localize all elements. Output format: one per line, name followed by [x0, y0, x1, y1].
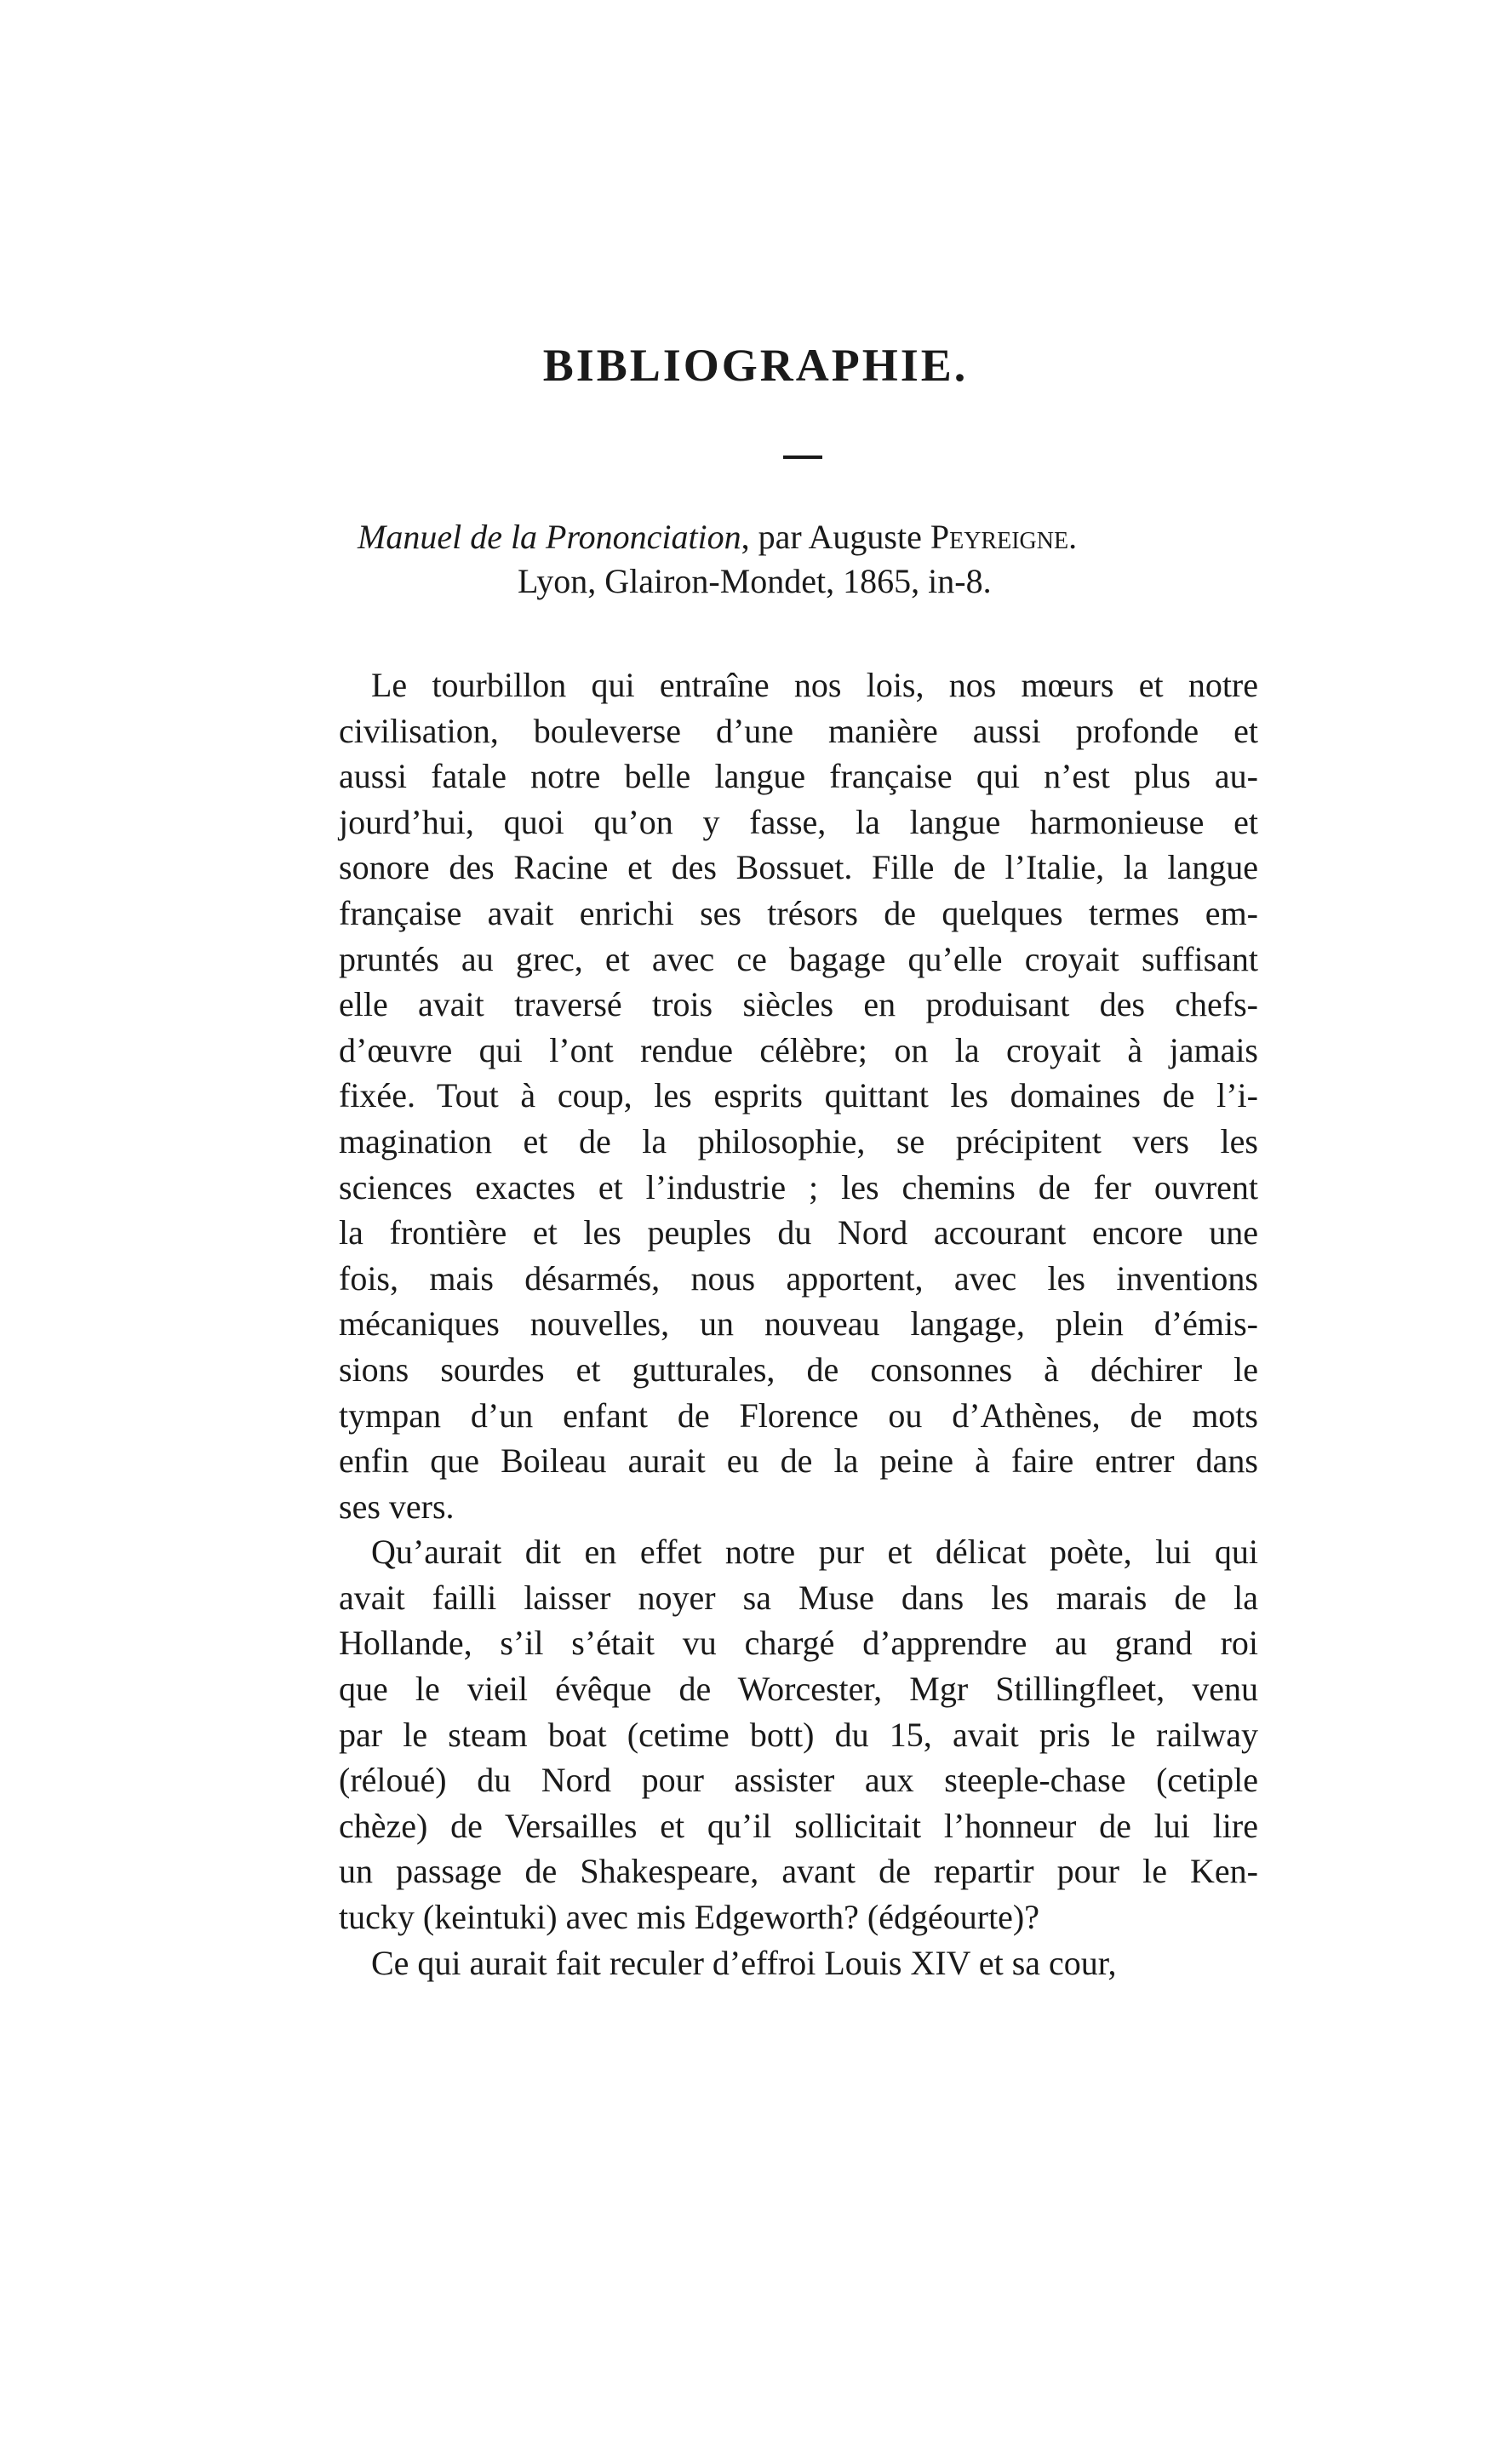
text-line: civilisation, bouleverse d’une manière aussi profonde et	[339, 711, 1258, 750]
text-line: elle avait traversé trois siècles en produisant des chefs-	[339, 985, 1258, 1024]
text-line: sions sourdes et gutturales, de consonnes à déchirer le	[339, 1349, 1258, 1389]
text-line: française avait enrichi ses trésors de quelques termes em-	[339, 893, 1258, 932]
text-line: ses vers.	[339, 1487, 455, 1526]
text-line: un passage de Shakespeare, avant de repartir pour le Ken-	[339, 1852, 1258, 1891]
paragraph	[339, 1940, 1258, 1986]
text-line: chèze) de Versailles et qu’il sollicitait l’honneur de lui lire	[339, 1806, 1258, 1845]
text-line: (réloué) du Nord pour assister aux steeple-chase (cetiple	[339, 1761, 1258, 1800]
text-line: par le steam boat (cetime bott) du 15, avait pris le railway	[339, 1715, 1258, 1754]
text-line: la frontière et les peuples du Nord accourant encore une	[339, 1213, 1258, 1252]
text-line: tucky (keintuki) avec mis Edgeworth? (édgéourte)?	[339, 1898, 1040, 1937]
page-title: BIBLIOGRAPHIE.	[542, 340, 969, 391]
text-line: Hollande, s’il s’était vu chargé d’apprendre au grand roi	[339, 1624, 1258, 1663]
text-line: d’œuvre qui l’ont rendue célèbre; on la croyait à jamais	[339, 1030, 1258, 1069]
text-line: sonore des Racine et des Bossuet. Fille de l’Italie, la langue	[339, 848, 1258, 887]
paragraph	[339, 662, 1258, 1529]
text-line: fixée. Tout à coup, les esprits quittant les domaines de l’i-	[339, 1076, 1258, 1115]
book-title: Manuel de la Prononciation	[358, 518, 741, 556]
text-line: tympan d’un enfant de Florence ou d’Athènes, de mots	[339, 1395, 1258, 1435]
text-line: sciences exactes et l’industrie ; les chemins de fer ouvrent	[339, 1167, 1258, 1206]
book-citation	[358, 515, 1260, 604]
text-line: mécaniques nouvelles, un nouveau langage, plein d’émis-	[339, 1304, 1258, 1344]
text-line: Ce qui aurait fait reculer d’effroi Louis XIV et sa cour,	[371, 1943, 1117, 1982]
author-name: Peyreigne.	[930, 518, 1078, 556]
citation-by: , par Auguste	[741, 518, 922, 556]
title-divider	[783, 456, 822, 459]
text-line: que le vieil évêque de Worcester, Mgr Stillingfleet, venu	[339, 1670, 1258, 1709]
text-line: fois, mais désarmés, nous apportent, avec les inventions	[339, 1258, 1258, 1298]
text-line: enfin que Boileau aurait eu de la peine à faire entrer dans	[339, 1441, 1258, 1481]
body-text	[339, 662, 1258, 1986]
paragraph	[339, 1529, 1258, 1940]
imprint: Lyon, Glairon-Mondet, 1865, in-8.	[518, 562, 992, 600]
text-line: magination et de la philosophie, se précipitent vers les	[339, 1121, 1258, 1160]
text-line: Le tourbillon qui entraîne nos lois, nos mœurs et notre	[371, 666, 1258, 704]
text-line: pruntés au grec, et avec ce bagage qu’elle croyait suffisant	[339, 939, 1258, 978]
citation-line-1	[358, 515, 1260, 559]
text-line: Qu’aurait dit en effet notre pur et délicat poète, lui qui	[371, 1533, 1258, 1572]
text-line: jourd’hui, quoi qu’on y fasse, la langue harmonieuse et	[339, 802, 1258, 841]
text-line: avait failli laisser noyer sa Muse dans les marais de la	[339, 1578, 1258, 1617]
text-line: aussi fatale notre belle langue française qui n’est plus au-	[339, 757, 1258, 796]
